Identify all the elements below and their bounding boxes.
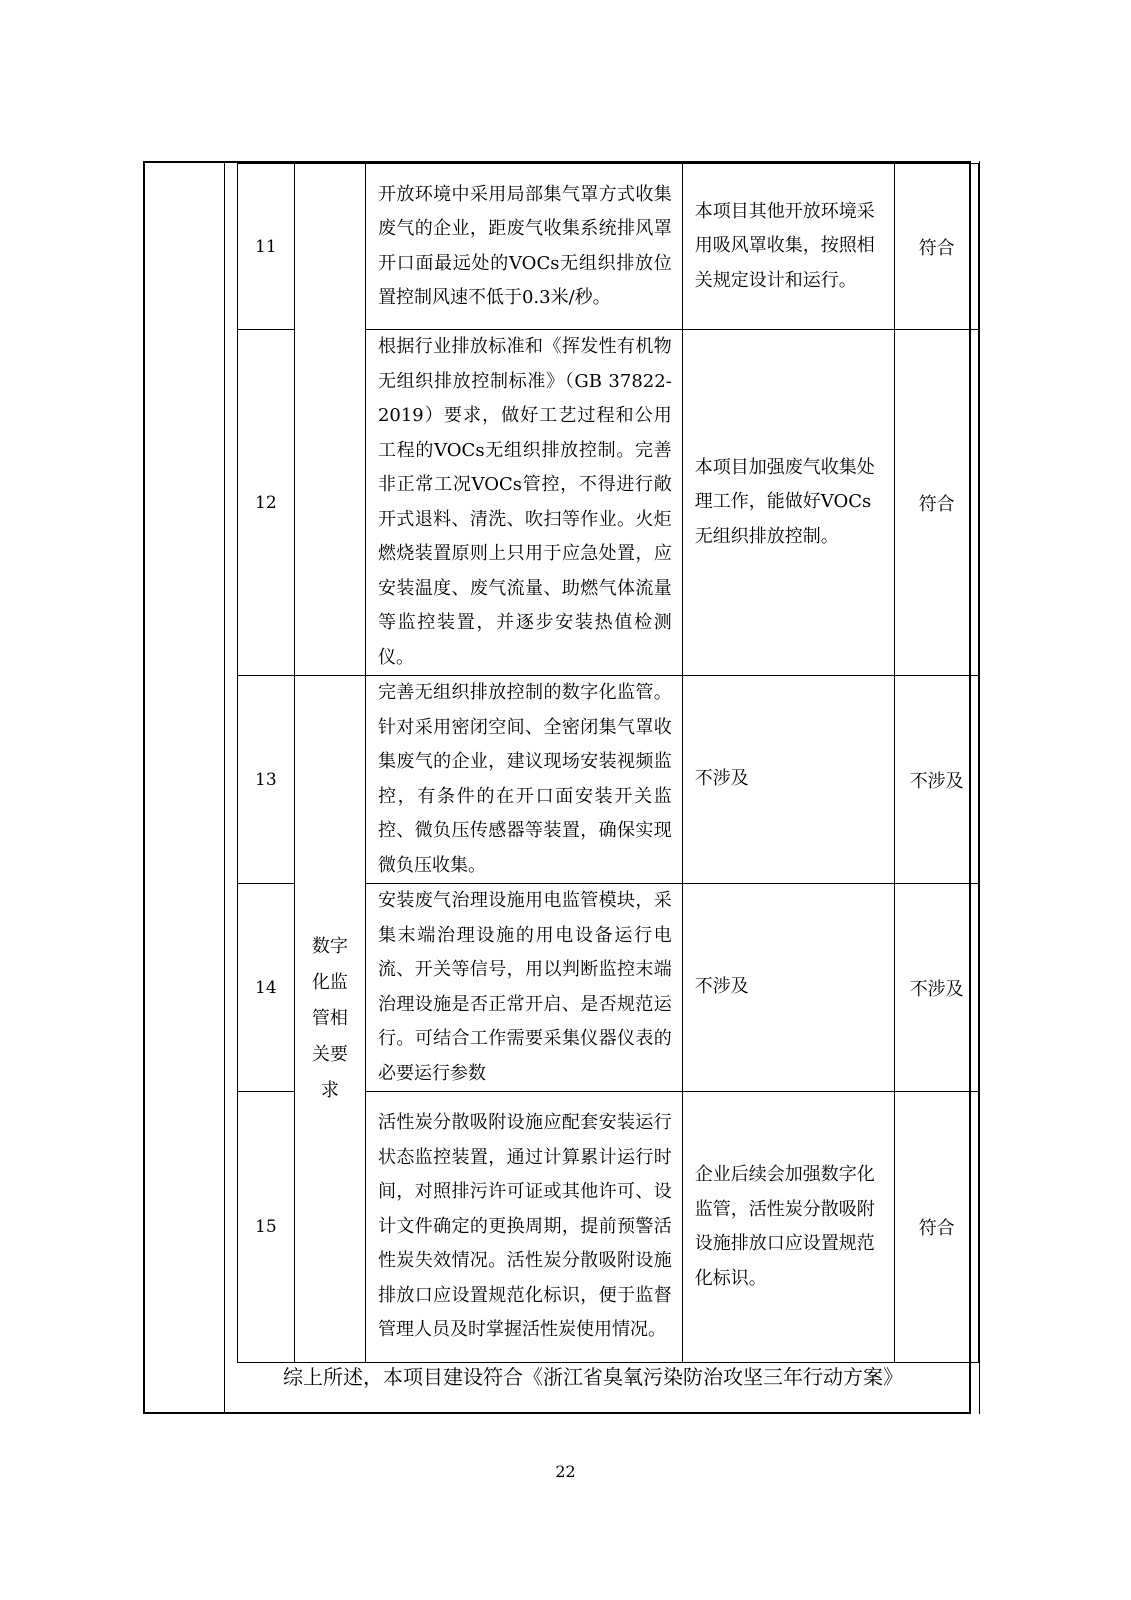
summary-conclusion: 综上所述，本项目建设符合《浙江省臭氧污染防治攻坚三年行动方案》: [283, 1365, 903, 1389]
row-number: 15: [238, 1092, 295, 1363]
category-digital-supervision: [294, 676, 365, 1363]
requirement-text: 完善无组织排放控制的数字化监管。针对采用密闭空间、全密闭集气罩收集废气的企业，建议现场安装视频监控，有条件的在开口面安装开关监控、微负压传感器等装置，确保实现微负压收集。: [365, 676, 682, 884]
category-cell-empty: [294, 164, 365, 676]
measure-text: 不涉及: [682, 884, 895, 1092]
row-number: 11: [238, 164, 295, 330]
result-text: 不涉及: [895, 676, 979, 884]
result-text: 符合: [895, 1092, 979, 1363]
result-text: 不涉及: [895, 884, 979, 1092]
outer-left-column-divider: [224, 161, 225, 1414]
measure-text: 企业后续会加强数字化监管，活性炭分散吸附设施排放口应设置规范化标识。: [682, 1092, 895, 1363]
row-number: 12: [238, 330, 295, 676]
requirement-text: 开放环境中采用局部集气罩方式收集废气的企业，距废气收集系统排风罩开口面最远处的VOCs无组织排放位置控制风速不低于0.3米/秒。: [365, 164, 682, 330]
category-label: 数字化监管相关要求: [311, 936, 348, 1101]
measure-text: 本项目加强废气收集处理工作，能做好VOCs无组织排放控制。: [682, 330, 895, 676]
measure-text: 不涉及: [682, 676, 895, 884]
result-text: 符合: [895, 330, 979, 676]
measure-text: 本项目其他开放环境采用吸风罩收集，按照相关规定设计和运行。: [682, 164, 895, 330]
page-number: 22: [555, 1462, 576, 1481]
outer-right-column-divider: [979, 161, 980, 1414]
row-number: 13: [238, 676, 295, 884]
requirement-text: 根据行业排放标准和《挥发性有机物无组织排放控制标准》（GB 37822-2019）要求，做好工艺过程和公用工程的VOCs无组织排放控制。完善非正常工况VOCs管控，不得进行敞开式退料、清洗、吹扫等作业。火炬燃烧装置原则上只用于应急处置，应安装温度、废气流量、助燃气体流量等监控装置，并逐步安装热值检测仪。: [365, 330, 682, 676]
requirements-table: [237, 163, 979, 1363]
table-row: [238, 676, 979, 884]
result-text: 符合: [895, 164, 979, 330]
requirement-text: 活性炭分散吸附设施应配套安装运行状态监控装置，通过计算累计运行时间，对照排污许可证或其他许可、设计文件确定的更换周期，提前预警活性炭失效情况。活性炭分散吸附设施排放口应设置规范化标识，便于监督管理人员及时掌握活性炭使用情况。: [365, 1092, 682, 1363]
row-number: 14: [238, 884, 295, 1092]
table-row: [238, 164, 979, 330]
requirement-text: 安装废气治理设施用电监管模块，采集末端治理设施的用电设备运行电流、开关等信号，用以判断监控末端治理设施是否正常开启、是否规范运行。可结合工作需要采集仪器仪表的必要运行参数: [365, 884, 682, 1092]
